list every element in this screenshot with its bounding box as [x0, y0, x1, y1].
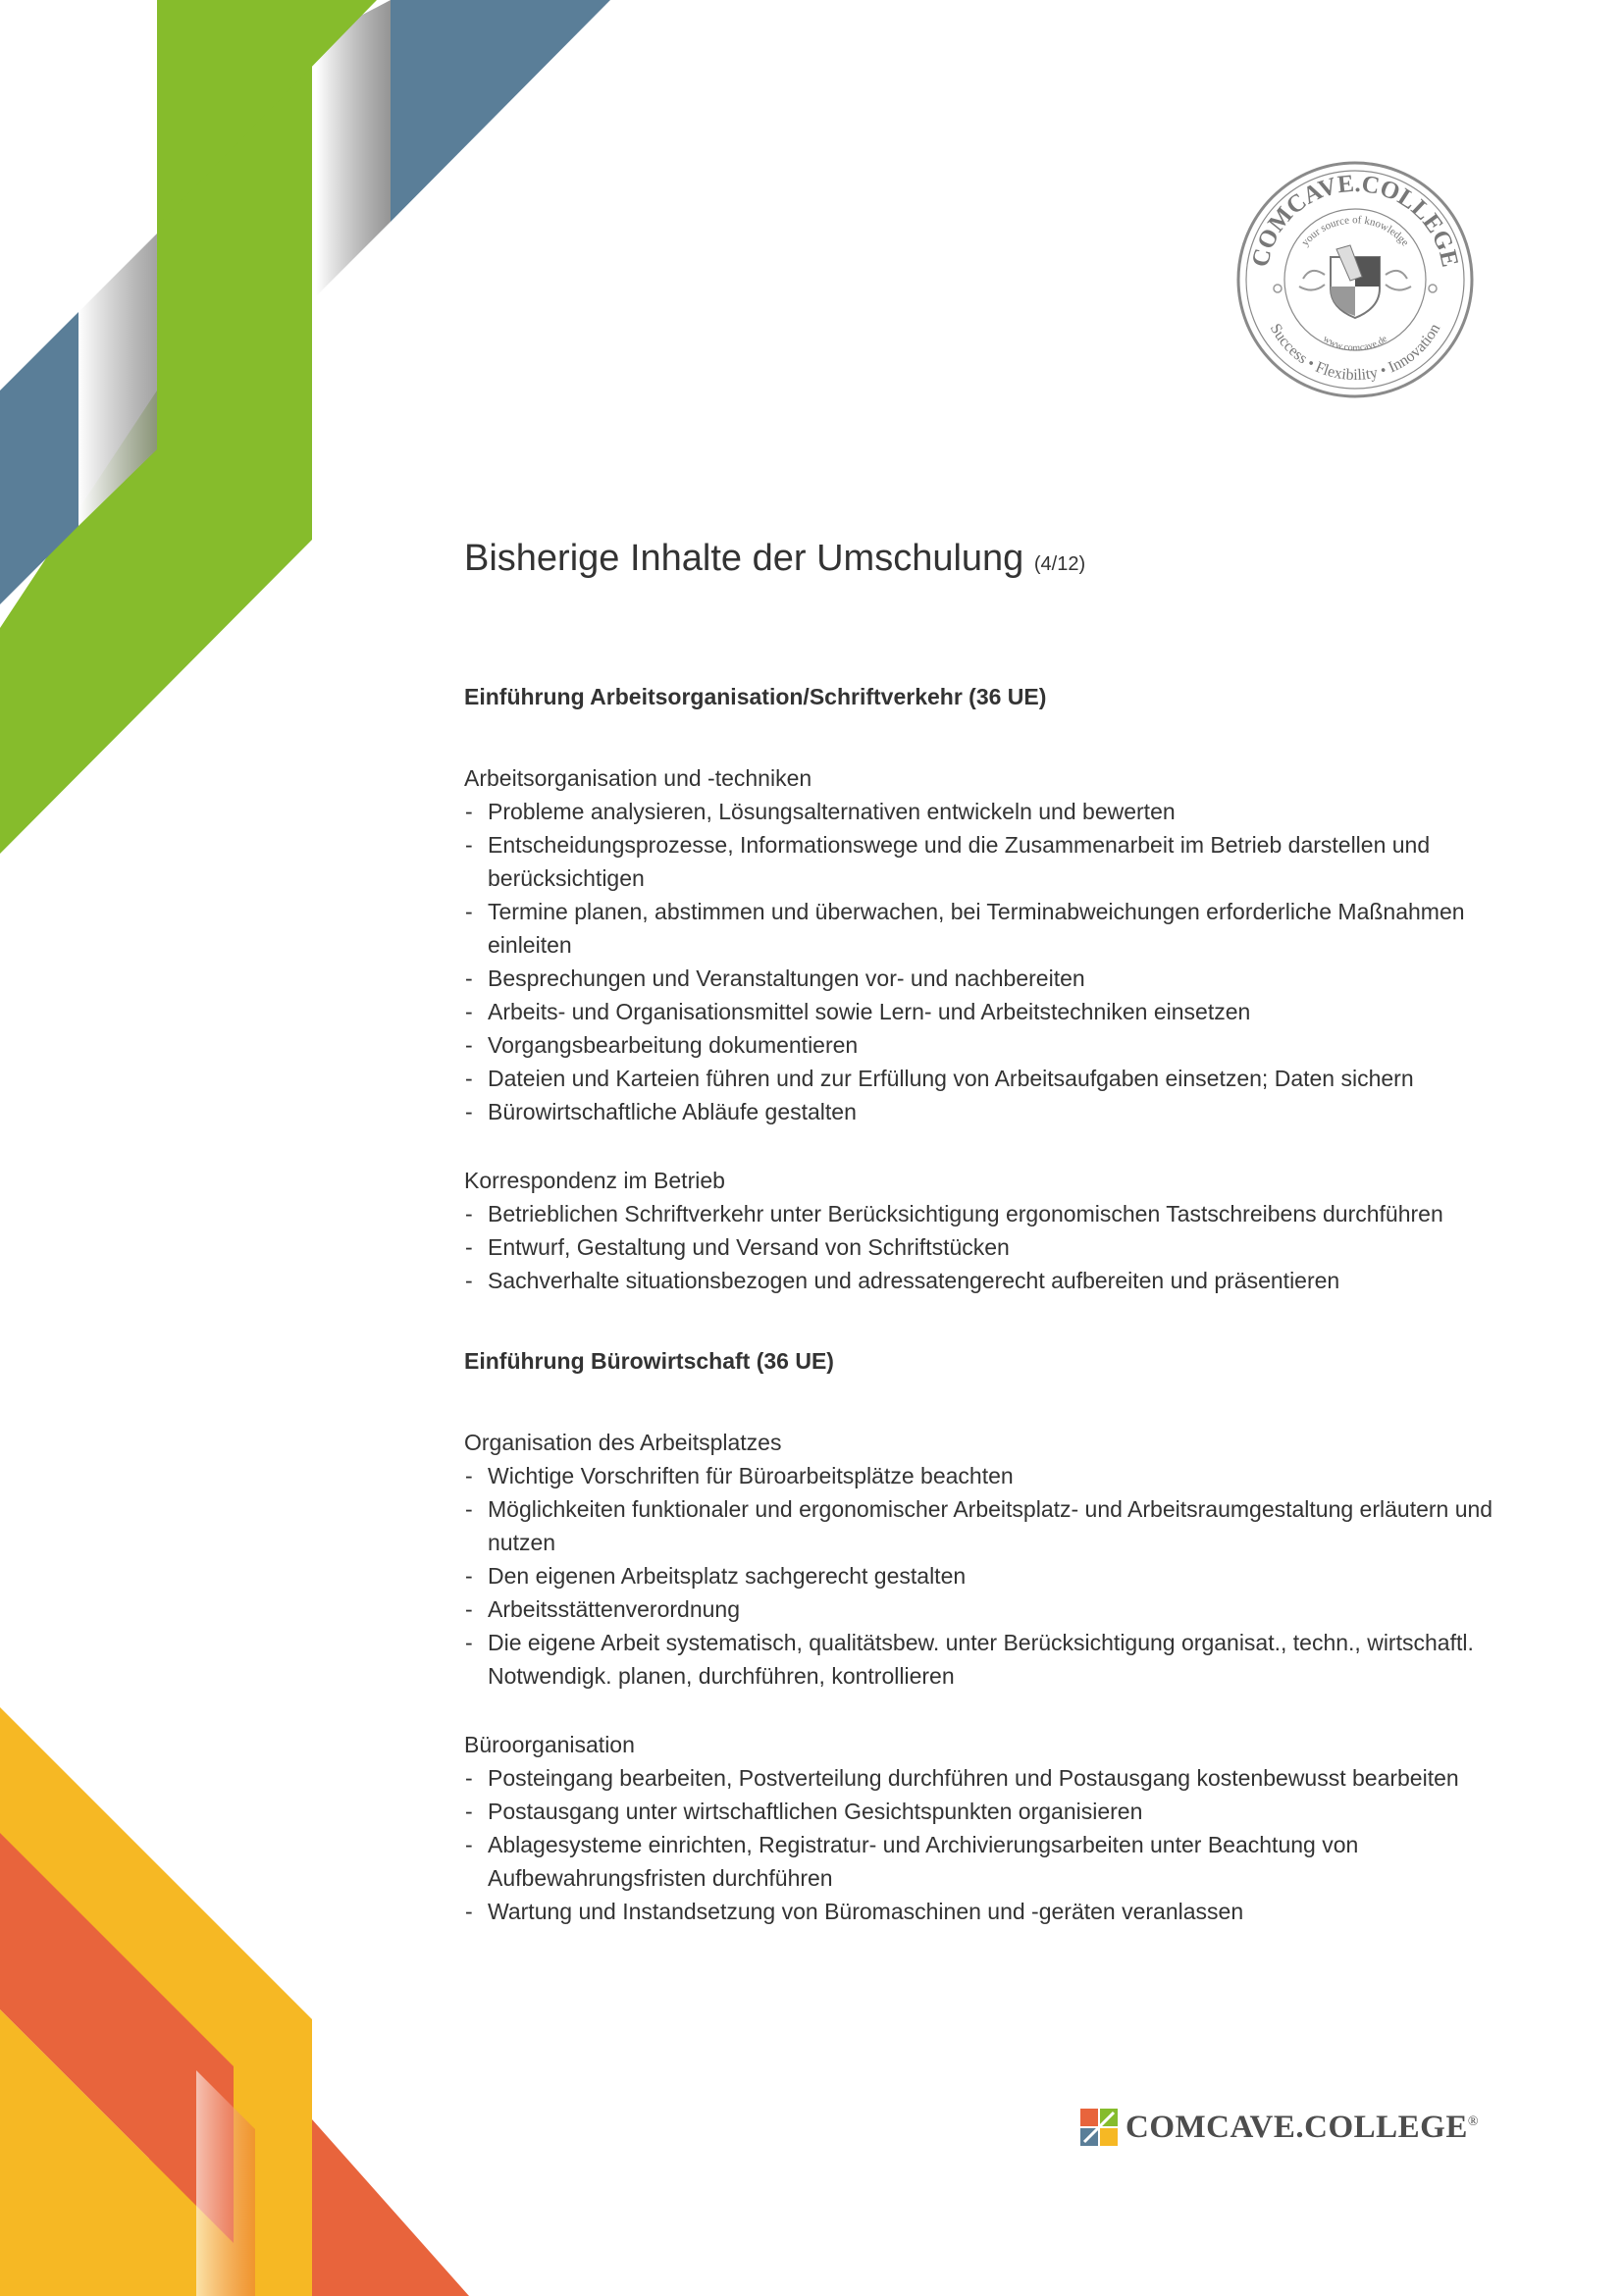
subsection-title: Organisation des Arbeitsplatzes [464, 1430, 782, 1455]
subsection-arbeitsorganisation-techniken [464, 761, 1504, 1128]
list-item: - Arbeits- und Organisationsmittel sowie Lern- und Arbeitstechniken einsetzen [464, 995, 1504, 1028]
list-item: - Bürowirtschaftliche Abläufe gestalten [464, 1095, 1504, 1128]
section-arbeitsorganisation [464, 680, 1504, 1297]
stripe-blue-top [391, 0, 610, 222]
subsection-title: Büroorganisation [464, 1732, 635, 1757]
item-list [464, 1197, 1504, 1297]
section-buerowirtschaft [464, 1344, 1504, 1928]
list-item: - Postausgang unter wirtschaftlichen Gesichtspunkten organisieren [464, 1795, 1504, 1828]
list-item: - Entwurf, Gestaltung und Versand von Schriftstücken [464, 1230, 1504, 1264]
logo-name: COMCAVE.COLLEGE [1126, 2109, 1468, 2145]
stripe-orange-right [312, 2119, 469, 2296]
registered-mark: ® [1467, 2113, 1480, 2129]
page-title [464, 526, 1504, 597]
list-item: - Wartung und Instandsetzung von Büromaschinen und -geräten veranlassen [464, 1895, 1504, 1928]
item-list [464, 1761, 1504, 1928]
list-item: - Die eigene Arbeit systematisch, qualitätsbew. unter Berücksichtigung organisat., techn., wirtschaftl. Notwendigk. planen, durchführen, kontrollieren [464, 1626, 1504, 1693]
seal-tagline: your source of knowledge [1299, 214, 1411, 249]
list-item: - Vorgangsbearbeitung dokumentieren [464, 1028, 1504, 1062]
list-item: - Termine planen, abstimmen und überwachen, bei Terminabweichungen erforderliche Maßnahmen einleiten [464, 895, 1504, 962]
main-content [464, 526, 1504, 1928]
list-item: - Möglichkeiten funktionaler und ergonomischer Arbeitsplatz- und Arbeitsraumgestaltung erläutern und nutzen [464, 1492, 1504, 1559]
footer-logo [1080, 2108, 1479, 2147]
list-item: - Posteingang bearbeiten, Postverteilung durchführen und Postausgang kostenbewusst bearbeiten [464, 1761, 1504, 1795]
list-item: - Besprechungen und Veranstaltungen vor- und nachbereiten [464, 962, 1504, 995]
subsection-title: Korrespondenz im Betrieb [464, 1168, 725, 1193]
list-item: - Den eigenen Arbeitsplatz sachgerecht gestalten [464, 1559, 1504, 1592]
section-heading: Einführung Arbeitsorganisation/Schriftverkehr (36 UE) [464, 684, 1047, 709]
seal-arc-top: COMCAVE.COLLEGE [1246, 170, 1464, 270]
subsection-title: Arbeitsorganisation und -techniken [464, 765, 812, 791]
subsection-bueroorganisation [464, 1728, 1504, 1928]
page-indicator: (4/12) [1033, 553, 1086, 575]
list-item: - Probleme analysieren, Lösungsalternativen entwickeln und bewerten [464, 795, 1504, 828]
list-item: - Wichtige Vorschriften für Büroarbeitsplätze beachten [464, 1459, 1504, 1492]
bottom-left-decoration [0, 1707, 471, 2296]
list-item: - Arbeitsstättenverordnung [464, 1592, 1504, 1626]
logo-squares-icon [1080, 2109, 1118, 2146]
list-item: - Betrieblichen Schriftverkehr unter Berücksichtigung ergonomischen Tastschreibens durchführen [464, 1197, 1504, 1230]
college-seal-logo [1234, 159, 1476, 400]
list-item: - Ablagesysteme einrichten, Registratur- und Archivierungsarbeiten unter Beachtung von Aufbewahrungsfristen durchführen [464, 1828, 1504, 1895]
section-heading: Einführung Bürowirtschaft (36 UE) [464, 1348, 834, 1374]
list-item: - Sachverhalte situationsbezogen und adressatengerecht aufbereiten und präsentieren [464, 1264, 1504, 1297]
seal-url: www.comcave.de [1321, 333, 1389, 354]
seal-arc-bottom: Success • Flexibility • Innovation [1266, 321, 1444, 385]
logo-text [1126, 2110, 1479, 2146]
list-item: - Entscheidungsprozesse, Informationswege und die Zusammenarbeit im Betrieb darstellen und berücksichtigen [464, 828, 1504, 895]
list-item: - Dateien und Karteien führen und zur Erfüllung von Arbeitsaufgaben einsetzen; Daten sichern [464, 1062, 1504, 1095]
page-title-text: Bisherige Inhalte der Umschulung [464, 538, 1024, 579]
subsection-korrespondenz [464, 1164, 1504, 1297]
subsection-organisation-arbeitsplatz [464, 1426, 1504, 1693]
item-list [464, 1459, 1504, 1693]
item-list [464, 795, 1504, 1128]
